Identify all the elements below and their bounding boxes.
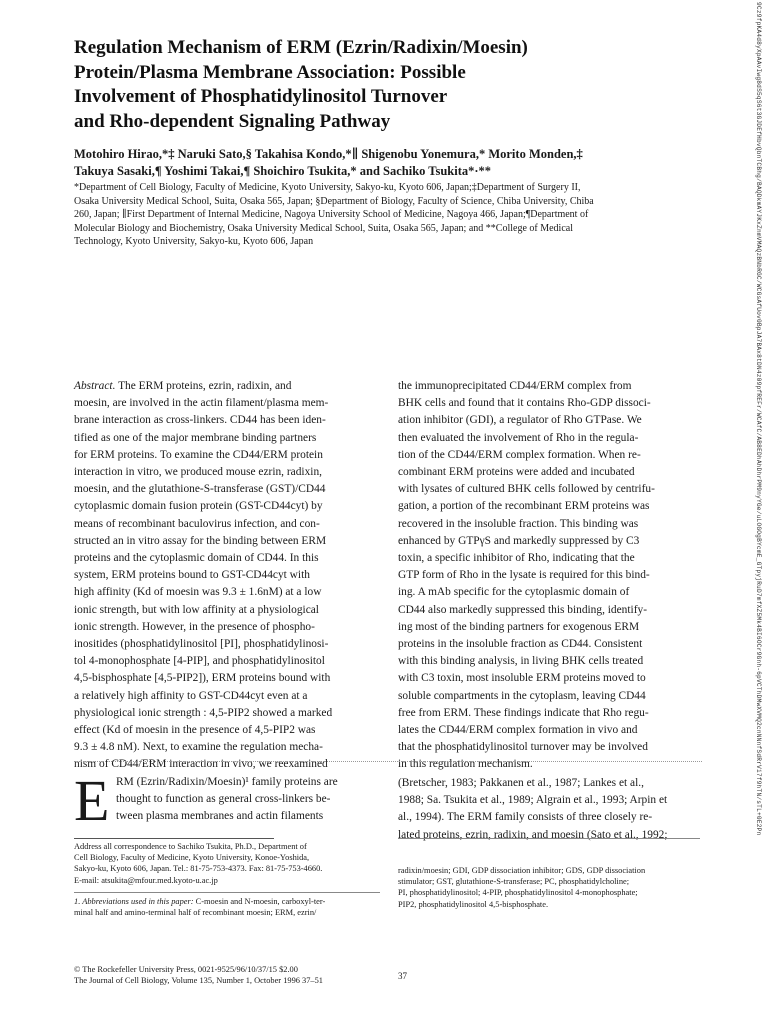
body-line: al., 1994). The ERM family consists of three closely re- — [398, 811, 653, 824]
body-left-column — [116, 774, 378, 826]
abstract-line: with this binding analysis, in living BHK cells treated — [398, 655, 644, 668]
abstract-line: lates the CD44/ERM complex formation in vivo and — [398, 724, 638, 737]
copyright-line: © The Rockefeller University Press, 0021-9525/96/10/37/15 $2.00 — [74, 965, 298, 974]
abstract-line: that the phosphatidylinositol turnover may be involved — [398, 741, 648, 754]
body-line: 1988; Sa. Tsukita et al., 1989; Algrain et al., 1993; Arpin et — [398, 794, 668, 807]
abstract-line: BHK cells and found that it contains Rho-GDP dissoci- — [398, 397, 651, 410]
abbreviations-note-left — [74, 896, 380, 918]
abstract-line: moesin, and the glutathione-S-transferase (GST)/CD44 — [74, 483, 326, 496]
abbreviations-note-right — [398, 865, 708, 910]
abstract-line: tified as one of the major membrane binding partners — [74, 431, 317, 444]
abstract-line: tol 4-monophosphate [4-PIP], and phosphatidylinositol — [74, 655, 325, 668]
affiliations — [74, 181, 714, 249]
body-line: tween plasma membranes and actin filaments — [116, 810, 324, 823]
abstract-line: CD44 also markedly suppressed this binding, identify- — [398, 603, 647, 616]
footnote-line: PIP2, phosphatidylinositol 4,5-bisphosphate. — [398, 899, 549, 909]
affiliation-line: 260, Japan; ∥First Department of Internal Medicine, Nagoya University School of Medicine, Nagoya 466, Japan;¶Department of — [74, 209, 589, 220]
footnote-line: PI, phosphatidylinositol; 4-PIP, phosphatidylinositol 4-monophosphate; — [398, 888, 638, 898]
abstract-first-line — [74, 378, 374, 395]
abstract-left-column — [74, 378, 374, 774]
body-line: (Bretscher, 1983; Pakkanen et al., 1987; Lankes et al., — [398, 777, 644, 789]
abbreviations-label: 1. Abbreviations used in this paper: — [74, 897, 194, 906]
abstract-line: cytoplasmic domain fusion protein (GST-CD44cyt) by — [74, 500, 323, 513]
abstract-line: physiological ionic strength : 4,5-PIP2 showed a marked — [74, 706, 333, 719]
body-line: thought to function as general cross-linkers be- — [116, 793, 331, 806]
abbreviations-text: C-moesin and N-moesin, carboxyl-ter- — [193, 897, 326, 906]
footnote-rule — [74, 838, 274, 839]
download-watermark — [752, 0, 768, 1024]
abstract-line: free from ERM. These findings indicate that Rho regu- — [398, 706, 649, 719]
title-line: Protein/Plasma Membrane Association: Possible — [74, 61, 466, 83]
abstract-label: Abstract. — [74, 380, 116, 392]
abstract-line: interaction in vitro, we produced mouse ezrin, radixin, — [74, 466, 322, 479]
abstract-line: nism of CD44/ERM interaction in vivo, we reexamined — [74, 758, 328, 771]
drop-cap: E — [74, 768, 110, 833]
abstract-line: proteins and the cytoplasmic domain of CD44. In this — [74, 552, 319, 565]
page-number: 37 — [398, 971, 407, 981]
abstract-line: with C3 toxin, most insoluble ERM proteins moved to — [398, 672, 646, 685]
title-line: Involvement of Phosphatidylinositol Turnover — [74, 86, 448, 107]
abstract-line: ionic strength, but with low affinity at a physiological — [74, 603, 319, 616]
abstract-text: The ERM proteins, ezrin, radixin, and — [115, 380, 292, 392]
abstract-line: soluble compartments in the cytoplasm, leaving CD44 — [398, 689, 646, 702]
abstract-line: high affinity (Kd of moesin was 9.3 ± 1.6nM) at a low — [74, 586, 322, 599]
abstract-line: the immunoprecipitated CD44/ERM complex from — [398, 380, 632, 392]
affiliation-line: *Department of Cell Biology, Faculty of Medicine, Kyoto University, Sakyo-ku, Kyoto 606, Japan;‡Department of Surgery II, — [74, 182, 581, 193]
abstract-line: GTP form of Rho in the lysate is required for this bind- — [398, 569, 650, 582]
abstract-line: for ERM proteins. To examine the CD44/ERM protein — [74, 448, 323, 461]
watermark-text: 9Cz9fpKA4d8yXpAAvIwg8dS5qS6t3GJDEfHbvQbnTCBhg/BAQDkmAYJKxZnmVMAQzBNbRGC/WCGsAfUov0BpJA7BAx8tDN4z09pfREFr/WCAfC/AB8EDhAhDhrPM9nyYGe/uLOGOgBYcmE_GTpyjRuD7mfXZ5Mk4BI6OCr9Gnh-6pVCThDMwXVMQ2cnNNnfSdRrVi7f9hTN/sTL+0E2Pn — [755, 2, 762, 836]
affiliation-line: Molecular Biology and Biochemistry, Osaka University Medical School, Suita, Osaka 565, Japan; and **College of Medical — [74, 222, 573, 234]
section-divider — [74, 761, 702, 762]
footnote-line: Sakyo-ku, Kyoto 606, Japan. Tel.: 81-75-753-4373. Fax: 81-75-753-4660. — [74, 864, 323, 874]
author-line: Motohiro Hirao,*‡ Naruki Sato,§ Takahisa Kondo,*∥ Shigenobu Yonemura,* Morito Monden,‡ — [74, 147, 583, 161]
abstract-line: means of recombinant baculovirus infection, and con- — [74, 517, 320, 530]
abstract-line: tion of the CD44/ERM complex formation. When re- — [398, 448, 641, 461]
body-line: RM (Ezrin/Radixin/Moesin)¹ family proteins are — [116, 776, 338, 788]
abstract-line: ing. A mAb specific for the cytoplasmic domain of — [398, 586, 630, 599]
abstract-right-column — [398, 378, 698, 774]
footnote-line: E-mail: atsukita@mfour.med.kyoto-u.ac.jp — [74, 875, 218, 885]
footnote-line: minal half and amino-terminal half of recombinant moesin; ERM, ezrin/ — [74, 908, 317, 918]
abstract-line: gation, a portion of the recombinant ERM proteins was — [398, 500, 650, 513]
author-list — [74, 146, 714, 180]
title-line: Regulation Mechanism of ERM (Ezrin/Radixin/Moesin) — [74, 37, 528, 58]
abstract-line: ionic strength. However, in the presence of phospho- — [74, 620, 315, 633]
abstract-line: in this regulation mechanism. — [398, 758, 533, 771]
footnote-line: Address all correspondence to Sachiko Tsukita, Ph.D., Department of — [74, 842, 307, 851]
page-footer — [74, 964, 374, 986]
footnote-line — [74, 896, 380, 907]
affiliation-line: Osaka University Medical School, Suita, Osaka 565, Japan; §Department of Biology, Faculty of Science, Chiba University, Chiba — [74, 195, 594, 207]
abstract-line: toxin, a specific inhibitor of Rho, indicating that the — [398, 552, 635, 565]
abstract-line: 4,5-bisphosphate [4,5-PIP2]), ERM proteins bound with — [74, 672, 331, 685]
abstract-line: moesin, are involved in the actin filament/plasma mem- — [74, 397, 329, 410]
body-line: lated proteins, ezrin, radixin, and moesin (Sato et al., 1992; — [398, 828, 668, 841]
abstract-line: ation inhibitor (GDI), a regulator of Rho GTPase. We — [398, 414, 642, 427]
author-line: Takuya Sasaki,¶ Yoshimi Takai,¶ Shoichiro Tsukita,* and Sachiko Tsukita*·** — [74, 164, 492, 178]
abstract-line: brane interaction as cross-linkers. CD44 has been iden- — [74, 414, 326, 427]
abstract-line: combinant ERM proteins were added and incubated — [398, 466, 635, 479]
abstract-line: 9.3 ± 4.8 nM). Next, to examine the regulation mecha- — [74, 741, 323, 754]
abstract-line: effect (Kd of moesin in the presence of 4,5-PIP2 was — [74, 724, 316, 737]
correspondence-note — [74, 841, 380, 886]
journal-citation: The Journal of Cell Biology, Volume 135, Number 1, October 1996 37–51 — [74, 976, 323, 986]
footnote-rule — [74, 892, 380, 893]
footnote-rule — [398, 838, 700, 839]
abstract-line: enhanced by GTPγS and markedly suppressed by C3 — [398, 534, 640, 547]
abstract-line: ing most of the binding partners for exogenous ERM — [398, 620, 640, 633]
article-title — [74, 36, 714, 134]
footnote-line: stimulator; GST, glutathione-S-transferase; PC, phosphatidylcholine; — [398, 877, 630, 887]
abstract-line: a relatively high affinity to GST-CD44cyt even at a — [74, 689, 308, 702]
abstract-line: recovered in the insoluble fraction. This binding was — [398, 517, 639, 530]
abstract-line: system, ERM proteins bound to GST-CD44cyt with — [74, 569, 310, 582]
body-right-column — [398, 775, 698, 844]
abstract-line: inositides (phosphatidylinositol [PI], phosphatidylinosi- — [74, 638, 329, 651]
abstract-line: proteins in the insoluble fraction as CD44. Consistent — [398, 638, 643, 651]
footnote-line: Cell Biology, Faculty of Medicine, Kyoto University, Konoe-Yoshida, — [74, 853, 310, 863]
footnote-line: radixin/moesin; GDI, GDP dissociation inhibitor; GDS, GDP dissociation — [398, 866, 646, 875]
affiliation-line: Technology, Kyoto University, Sakyo-ku, Kyoto 606, Japan — [74, 236, 314, 247]
abstract-line: with lysates of cultured BHK cells followed by centrifu- — [398, 483, 655, 496]
abstract-line: structed an in vitro assay for the binding between ERM — [74, 534, 327, 547]
abstract-line: then evaluated the involvement of Rho in the regula- — [398, 431, 639, 444]
title-line: and Rho-dependent Signaling Pathway — [74, 110, 391, 132]
